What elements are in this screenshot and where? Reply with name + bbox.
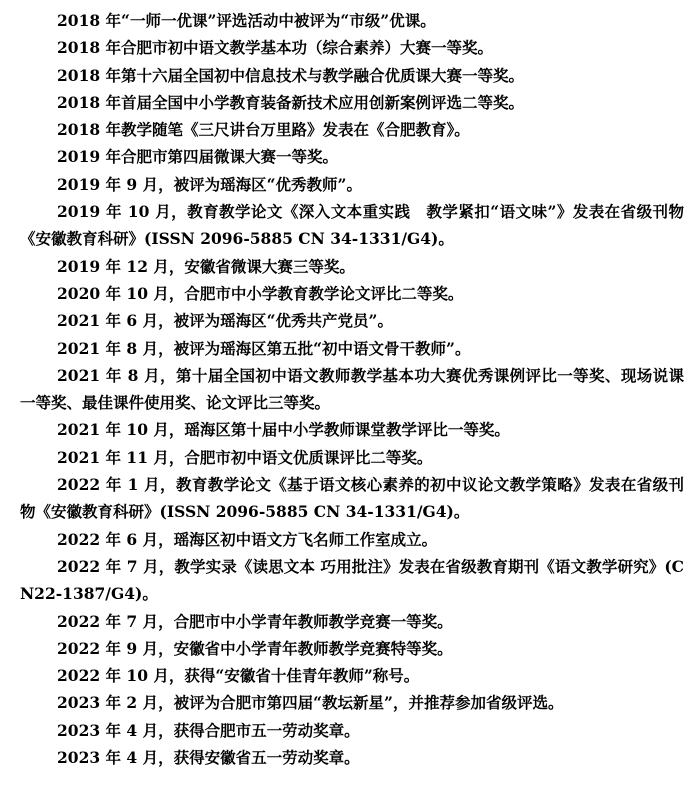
award-paragraph-16: 2022 年 1 月，教育教学论文《基于语文核心素养的初中议论文教学策略》发表在省级刊物《安徽教育科研》(ISSN 2096-5885 CN 34-1331/G4)。 <box>20 475 684 522</box>
award-paragraph-15: 2021 年 11 月，合肥市初中语文优质课评比二等奖。 <box>57 447 433 467</box>
award-paragraph-6: 2019 年合肥市第四届微课大赛一等奖。 <box>57 147 339 167</box>
award-paragraph-5: 2018 年教学随笔《三尺讲台万里路》发表在《合肥教育》。 <box>57 120 470 140</box>
award-paragraph-4: 2018 年首届全国中小学教育装备新技术应用创新案例评选二等奖。 <box>57 92 525 112</box>
award-paragraph-7: 2019 年 9 月，被评为瑶海区“优秀教师”。 <box>57 174 362 194</box>
award-paragraph-18: 2022 年 7 月，教学实录《读思文本 巧用批注》发表在省级教育期刊《语文教学研究》(CN22-1387/G4)。 <box>20 556 684 604</box>
award-paragraph-8: 2019 年 10 月，教育教学论文《深入文本重实践 教学紧扣“语文味”》发表在省级刊物《安徽教育科研》(ISSN 2096-5885 CN 34-1331/G4)。 <box>20 202 684 249</box>
award-paragraph-11: 2021 年 6 月，被评为瑶海区“优秀共产党员”。 <box>57 311 393 331</box>
award-paragraph-12: 2021 年 8 月，被评为瑶海区第五批“初中语文骨干教师”。 <box>57 338 471 358</box>
award-paragraph-22: 2023 年 2 月，被评为合肥市第四届“教坛新星”，并推荐参加省级评选。 <box>57 693 564 713</box>
award-paragraph-20: 2022 年 9 月，安徽省中小学青年教师教学竞赛特等奖。 <box>57 638 453 658</box>
award-paragraph-19: 2022 年 7 月，合肥市中小学青年教师教学竞赛一等奖。 <box>57 611 453 631</box>
award-paragraph-24: 2023 年 4 月，获得安徽省五一劳动奖章。 <box>57 748 360 768</box>
award-paragraph-10: 2020 年 10 月，合肥市中小学教育教学论文评比二等奖。 <box>57 283 464 303</box>
award-paragraph-2: 2018 年合肥市初中语文教学基本功（综合素养）大赛一等奖。 <box>57 38 494 58</box>
award-paragraph-3: 2018 年第十六届全国初中信息技术与教学融合优质课大赛一等奖。 <box>57 65 525 85</box>
award-paragraph-1: 2018 年“一师一优课”评选活动中被评为“市级”优课。 <box>57 11 436 30</box>
award-paragraph-13: 2021 年 8 月，第十届全国初中语文教师教学基本功大赛优秀课例评比一等奖、现场说课一等奖、最佳课件使用奖、论文评比三等奖。 <box>20 365 684 413</box>
award-paragraph-17: 2022 年 6 月，瑶海区初中语文方飞名师工作室成立。 <box>57 529 438 549</box>
award-paragraph-14: 2021 年 10 月，瑶海区第十届中小学教师课堂教学评比一等奖。 <box>57 420 510 440</box>
award-paragraph-21: 2022 年 10 月，获得“安徽省十佳青年教师”称号。 <box>57 666 420 686</box>
award-paragraph-23: 2023 年 4 月，获得合肥市五一劳动奖章。 <box>57 720 360 740</box>
award-paragraph-9: 2019 年 12 月，安徽省微课大赛三等奖。 <box>57 256 355 276</box>
